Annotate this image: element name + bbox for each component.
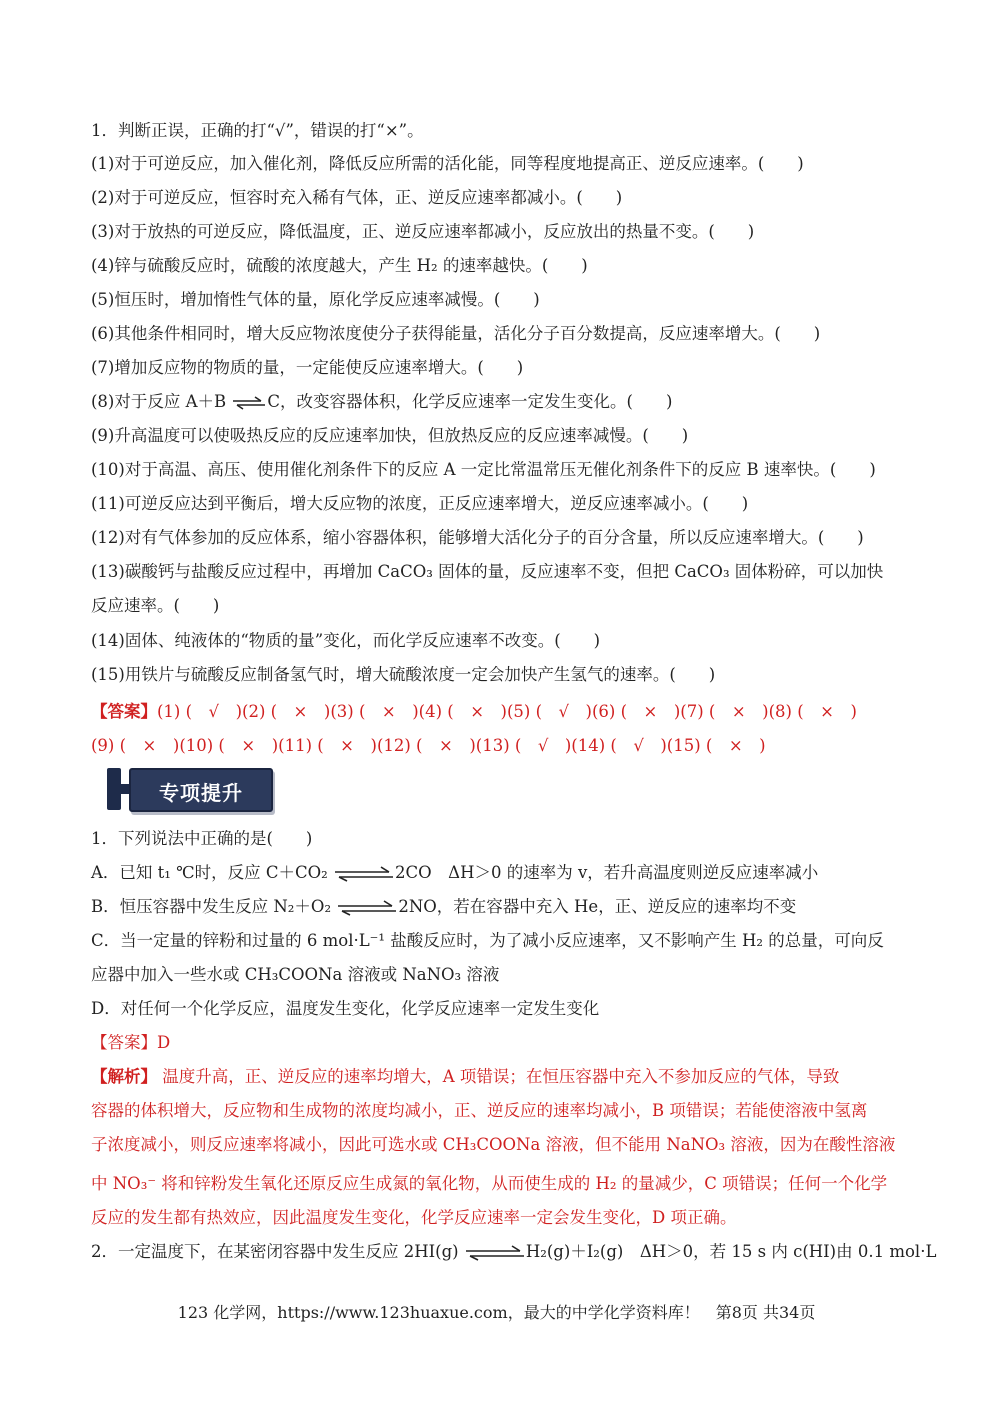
question-item-9: (9)升高温度可以使吸热反应的反应速率加快，但放热反应的反应速率减慢。( ) [91, 426, 689, 445]
mcq-answer: 【答案】D [91, 1033, 171, 1052]
analysis-line-3: 子浓度减小，则反应速率将减小，因此可选水或 CH₃COONa 溶液，但不能用 NaNO₃ 溶液，因为在酸性溶液 [91, 1135, 896, 1154]
analysis-line-2: 容器的体积增大，反应物和生成物的浓度均减小，正、逆反应的速率均减小，B 项错误；若能使溶液中氢离 [91, 1101, 868, 1120]
option-c-line-1: C．当一定量的锌粉和过量的 6 mol·L⁻¹ 盐酸反应时，为了减小反应速率，又不影响产生 H₂ 的总量，可向反 [91, 931, 884, 950]
question-2-post: H₂(g)＋I₂(g) ΔH＞0，若 15 s 内 c(HI)由 0.1 mol·L [525, 1242, 937, 1261]
analysis-label: 【解析】 [91, 1067, 157, 1086]
question-1-title: 1．判断正误，正确的打“√”，错误的打“×”。 [91, 121, 424, 140]
question-item-12: (12)对有气体参加的反应体系，缩小容器体积，能够增大活化分子的百分含量，所以反应速率增大。( ) [91, 528, 864, 547]
reversible-arrow-icon [464, 1244, 526, 1262]
section-banner [107, 768, 267, 810]
option-b [91, 896, 796, 918]
question-item-1: (1)对于可逆反应，加入催化剂，降低反应所需的活化能，同等程度地提高正、逆反应速率。( ) [91, 154, 804, 173]
question-item-6: (6)其他条件相同时，增大反应物浓度使分子获得能量，活化分子百分数提高，反应速率增大。( ) [91, 324, 821, 343]
question-item-2: (2)对于可逆反应，恒容时充入稀有气体，正、逆反应速率都减小。( ) [91, 188, 623, 207]
answer-row-2: (9) ( × )(10) ( × )(11) ( × )(12) ( × )(13) ( √ )(14) ( √ )(15) ( × ) [91, 736, 766, 755]
answer-label: 【答案】 [91, 702, 157, 721]
option-a-post: 2CO ΔH＞0 的速率为 v，若升高温度则逆反应速率减小 [395, 863, 819, 882]
question-item-11: (11)可逆反应达到平衡后，增大反应物的浓度，正反应速率增大，逆反应速率减小。( ) [91, 494, 749, 513]
banner-post-icon [107, 768, 121, 810]
item-8-prefix: (8)对于反应 A＋B [91, 392, 227, 411]
option-a [91, 862, 818, 884]
question-item-7: (7)增加反应物的物质的量，一定能使反应速率增大。( ) [91, 358, 524, 377]
analysis-line-4: 中 NO₃⁻ 将和锌粉发生氧化还原反应生成氮的氧化物，从而使生成的 H₂ 的量减少，C 项错误；任何一个化学 [91, 1174, 888, 1193]
banner-label: 专项提升 [159, 781, 243, 805]
answers-1-8: (1) ( √ )(2) ( × )(3) ( × )(4) ( × )(5) ( √ )(6) ( × )(7) ( × )(8) ( × ) [157, 702, 857, 721]
answer-row-1 [91, 698, 857, 722]
option-d: D．对任何一个化学反应，温度发生变化，化学反应速率一定发生变化 [91, 999, 600, 1018]
question-2 [91, 1241, 936, 1263]
question-item-3: (3)对于放热的可逆反应，降低温度，正、逆反应速率都减小，反应放出的热量不变。( ) [91, 222, 755, 241]
question-item-13: (13)碳酸钙与盐酸反应过程中，再增加 CaCO₃ 固体的量，反应速率不变，但把 CaCO₃ 固体粉碎，可以加快 [91, 562, 884, 581]
question-item-14: (14)固体、纯液体的“物质的量”变化，而化学反应速率不改变。( ) [91, 631, 601, 650]
option-c-line-2: 应器中加入一些水或 CH₃COONa 溶液或 NaNO₃ 溶液 [91, 965, 500, 984]
analysis-line-5: 反应的发生都有热效应，因此温度发生变化，化学反应速率一定会发生变化，D 项正确。 [91, 1208, 737, 1227]
option-a-pre: A．已知 t₁ ℃时，反应 C＋CO₂ [91, 863, 328, 882]
banner-box [129, 768, 273, 812]
question-item-4: (4)锌与硫酸反应时，硫酸的浓度越大，产生 H₂ 的速率越快。( ) [91, 256, 588, 275]
reversible-arrow-icon [231, 394, 267, 412]
option-b-post: 2NO，若在容器中充入 He，正、逆反应的速率均不变 [398, 897, 797, 916]
question-2-pre: 2．一定温度下，在某密闭容器中发生反应 2HI(g) [91, 1242, 459, 1261]
question-item-15: (15)用铁片与硫酸反应制备氢气时，增大硫酸浓度一定会加快产生氢气的速率。( ) [91, 665, 716, 684]
mcq-stem: 1．下列说法中正确的是( ) [91, 829, 313, 848]
question-item-10: (10)对于高温、高压、使用催化剂条件下的反应 A 一定比常温常压无催化剂条件下的反应 B 速率快。( ) [91, 460, 876, 479]
analysis-text-1: 温度升高，正、逆反应的速率均增大，A 项错误；在恒压容器中充入不参加反应的气体，导致 [162, 1067, 840, 1086]
question-item-5: (5)恒压时，增加惰性气体的量，原化学反应速率减慢。( ) [91, 290, 540, 309]
reversible-arrow-icon [336, 899, 398, 917]
reversible-arrow-icon [333, 865, 395, 883]
question-item-8 [91, 391, 672, 413]
option-b-pre: B．恒压容器中发生反应 N₂＋O₂ [91, 897, 332, 916]
item-8-suffix: C，改变容器体积，化学反应速率一定发生变化。( ) [267, 392, 673, 411]
analysis-line-1 [91, 1066, 839, 1088]
question-item-13-cont: 反应速率。( ) [91, 596, 220, 615]
page-footer: 123 化学网，https://www.123huaxue.com，最大的中学化学资料库！ 第8页 共34页 [177, 1303, 816, 1322]
